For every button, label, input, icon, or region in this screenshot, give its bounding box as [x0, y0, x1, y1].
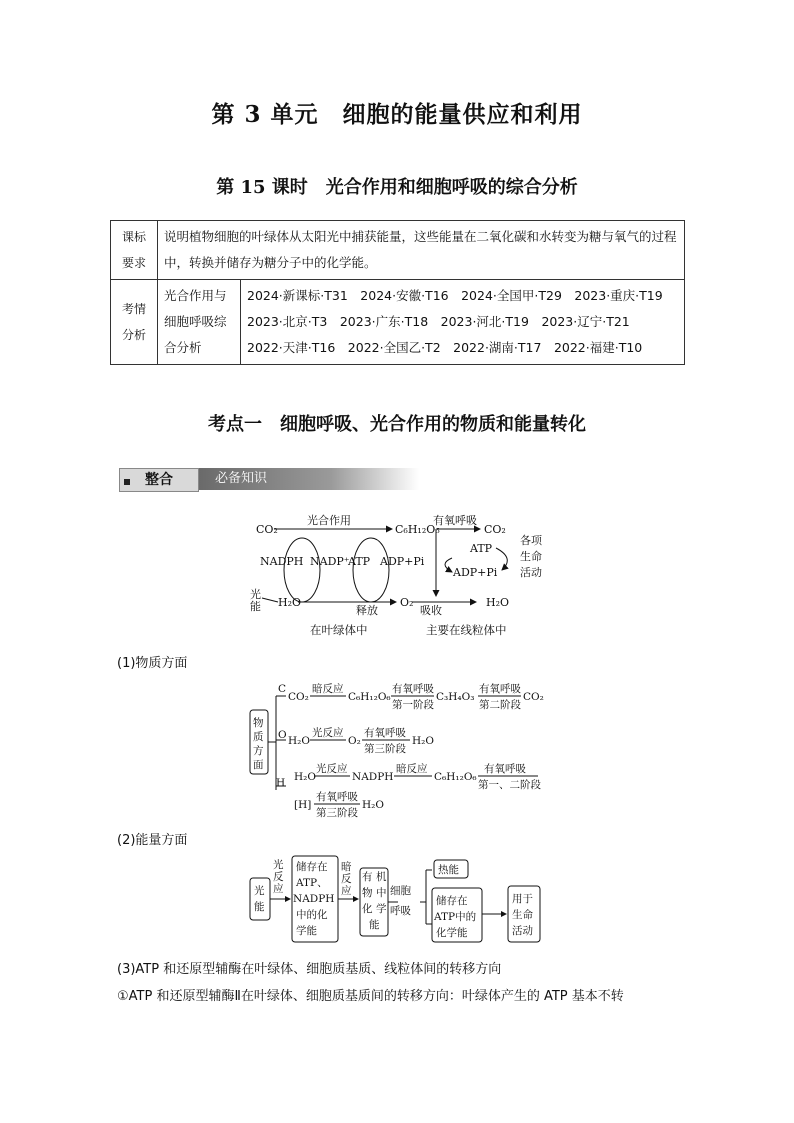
adp2-label: ADP+Pi	[453, 566, 498, 579]
svg-text:储存在: 储存在	[296, 861, 328, 873]
info-table	[110, 220, 685, 365]
exam-row: 2024·新课标·T31 2024·安徽·T16 2024·全国甲·T29 2023·重庆·T19	[247, 288, 663, 303]
req-label: 课标 要求	[111, 221, 158, 280]
energy-cycle-diagram	[240, 508, 570, 644]
h2o-out-label: H₂O	[486, 596, 510, 609]
svg-text:应: 应	[341, 885, 352, 897]
svg-text:学能: 学能	[296, 925, 317, 937]
glucose-label: C₆H₁₂O₆	[395, 523, 440, 536]
svg-text:H₂O: H₂O	[412, 735, 434, 747]
svg-text:NADPH: NADPH	[293, 893, 335, 905]
exam-row: 2023·北京·T3 2023·广东·T18 2023·河北·T19 2023·辽宁·T21	[247, 314, 630, 329]
co2-label: CO₂	[256, 523, 278, 536]
c-label: C	[278, 683, 287, 695]
lesson-title: 第 15 课时 光合作用和细胞呼吸的综合分析	[216, 177, 578, 198]
svg-text:光: 光	[254, 885, 265, 897]
svg-text:H₂O: H₂O	[288, 735, 310, 747]
svg-text:有氧呼吸: 有氧呼吸	[479, 683, 521, 695]
material-diagram	[246, 682, 556, 820]
section-3: (3)ATP 和还原型辅酶在叶绿体、细胞质基质、线粒体间的转移方向	[117, 962, 502, 977]
svg-text:暗反应: 暗反应	[396, 763, 428, 775]
svg-text:生命: 生命	[512, 909, 533, 921]
exam-sub: 光合作用与细胞呼吸综合分析	[158, 280, 241, 365]
release-label: 释放	[356, 604, 378, 617]
svg-text:NADPH: NADPH	[352, 771, 394, 783]
exam-label: 考情 分析	[111, 280, 158, 365]
svg-text:第一、二阶段: 第一、二阶段	[478, 779, 541, 791]
svg-text:H₂O: H₂O	[362, 799, 384, 811]
adp-label: ADP+Pi	[380, 555, 425, 568]
mito-label: 主要在线粒体中	[426, 623, 507, 637]
co2-out-label: CO₂	[484, 523, 506, 536]
svg-text:第一阶段: 第一阶段	[392, 699, 434, 711]
svg-text:机: 机	[376, 871, 387, 883]
svg-text:第三阶段: 第三阶段	[316, 807, 358, 819]
svg-text:细胞: 细胞	[390, 885, 411, 897]
svg-text:C₃H₄O₃: C₃H₄O₃	[436, 691, 475, 703]
o-label: O	[278, 729, 287, 741]
chloroplast-label: 在叶绿体中	[310, 623, 368, 637]
svg-text:光: 光	[273, 859, 284, 871]
exam-row: 2022·天津·T16 2022·全国乙·T2 2022·湖南·T17 2022·福建·T10	[247, 340, 643, 355]
atp-label: ATP	[348, 555, 371, 568]
energy-diagram	[248, 852, 548, 948]
svg-text:储存在: 储存在	[436, 895, 468, 907]
svg-text:有: 有	[362, 871, 373, 883]
badge-main: 整合	[119, 468, 199, 492]
absorb-label: 吸收	[420, 604, 442, 617]
svg-text:C₆H₁₂O₆: C₆H₁₂O₆	[348, 691, 391, 703]
photosynthesis-label: 光合作用	[307, 514, 351, 527]
svg-text:方: 方	[253, 745, 264, 757]
atp2-label: ATP	[470, 542, 493, 555]
svg-text:热能: 热能	[438, 864, 459, 876]
o2-label: O₂	[400, 596, 414, 609]
svg-text:ATP、: ATP、	[296, 877, 328, 889]
h-label: H	[276, 777, 286, 789]
svg-text:O₂: O₂	[348, 735, 361, 747]
aerobic-label: 有氧呼吸	[433, 514, 477, 527]
svg-text:第二阶段: 第二阶段	[479, 699, 521, 711]
h2o-label: H₂O	[278, 596, 302, 609]
svg-text:生命: 生命	[520, 550, 542, 563]
svg-text:面: 面	[253, 759, 264, 771]
svg-text:中: 中	[376, 887, 387, 899]
svg-text:ATP中的: ATP中的	[434, 911, 477, 923]
svg-text:质: 质	[253, 731, 264, 743]
svg-text:活动: 活动	[512, 925, 533, 937]
svg-text:呼吸: 呼吸	[390, 905, 411, 917]
nadph-label: NADPH	[260, 555, 304, 568]
activities-label: 各项	[520, 534, 542, 547]
svg-text:CO₂: CO₂	[523, 691, 544, 703]
svg-text:光反应: 光反应	[312, 727, 344, 739]
svg-text:C₆H₁₂O₆: C₆H₁₂O₆	[434, 771, 477, 783]
svg-text:能: 能	[369, 919, 380, 931]
svg-text:化学能: 化学能	[436, 927, 468, 939]
svg-text:物: 物	[362, 887, 373, 899]
svg-text:化: 化	[362, 903, 373, 915]
unit-title: 第 3 单元 细胞的能量供应和利用	[211, 101, 583, 128]
svg-text:活动: 活动	[520, 566, 542, 579]
section-2: (2)能量方面	[117, 833, 188, 848]
svg-text:有氧呼吸: 有氧呼吸	[484, 763, 526, 775]
svg-text:有氧呼吸: 有氧呼吸	[392, 683, 434, 695]
svg-text:用于: 用于	[512, 893, 533, 905]
exam-list	[241, 280, 685, 365]
svg-text:CO₂: CO₂	[288, 691, 309, 703]
nadp-label: NADP⁺	[310, 555, 350, 568]
svg-text:应: 应	[273, 883, 284, 895]
svg-text:能: 能	[254, 901, 265, 913]
svg-text:暗反应: 暗反应	[312, 683, 344, 695]
svg-text:物: 物	[253, 717, 264, 729]
section-badge	[119, 465, 437, 493]
svg-text:第三阶段: 第三阶段	[364, 743, 406, 755]
svg-text:有氧呼吸: 有氧呼吸	[316, 791, 358, 803]
svg-text:学: 学	[376, 903, 387, 915]
svg-text:反: 反	[273, 871, 284, 883]
svg-text:反: 反	[341, 873, 352, 885]
svg-text:光反应: 光反应	[316, 763, 348, 775]
badge-sub: 必备知识	[199, 468, 419, 490]
svg-text:中的化: 中的化	[296, 909, 328, 921]
svg-text:H₂O: H₂O	[294, 771, 316, 783]
point-title: 考点一 细胞呼吸、光合作用的物质和能量转化	[208, 414, 586, 435]
section-1: (1)物质方面	[117, 656, 188, 671]
light-label: 光	[250, 588, 261, 601]
svg-text:[H]: [H]	[294, 799, 312, 811]
svg-text:能: 能	[250, 600, 261, 613]
svg-text:有氧呼吸: 有氧呼吸	[364, 727, 406, 739]
section-3-1: ①ATP 和还原型辅酶Ⅱ在叶绿体、细胞质基质间的转移方向：叶绿体产生的 ATP 基本不转	[117, 989, 624, 1004]
req-text: 说明植物细胞的叶绿体从太阳光中捕获能量，这些能量在二氧化碳和水转变为糖与氧气的过程中，转换并储存为糖分子中的化学能。	[158, 221, 685, 280]
svg-text:暗: 暗	[341, 861, 352, 873]
